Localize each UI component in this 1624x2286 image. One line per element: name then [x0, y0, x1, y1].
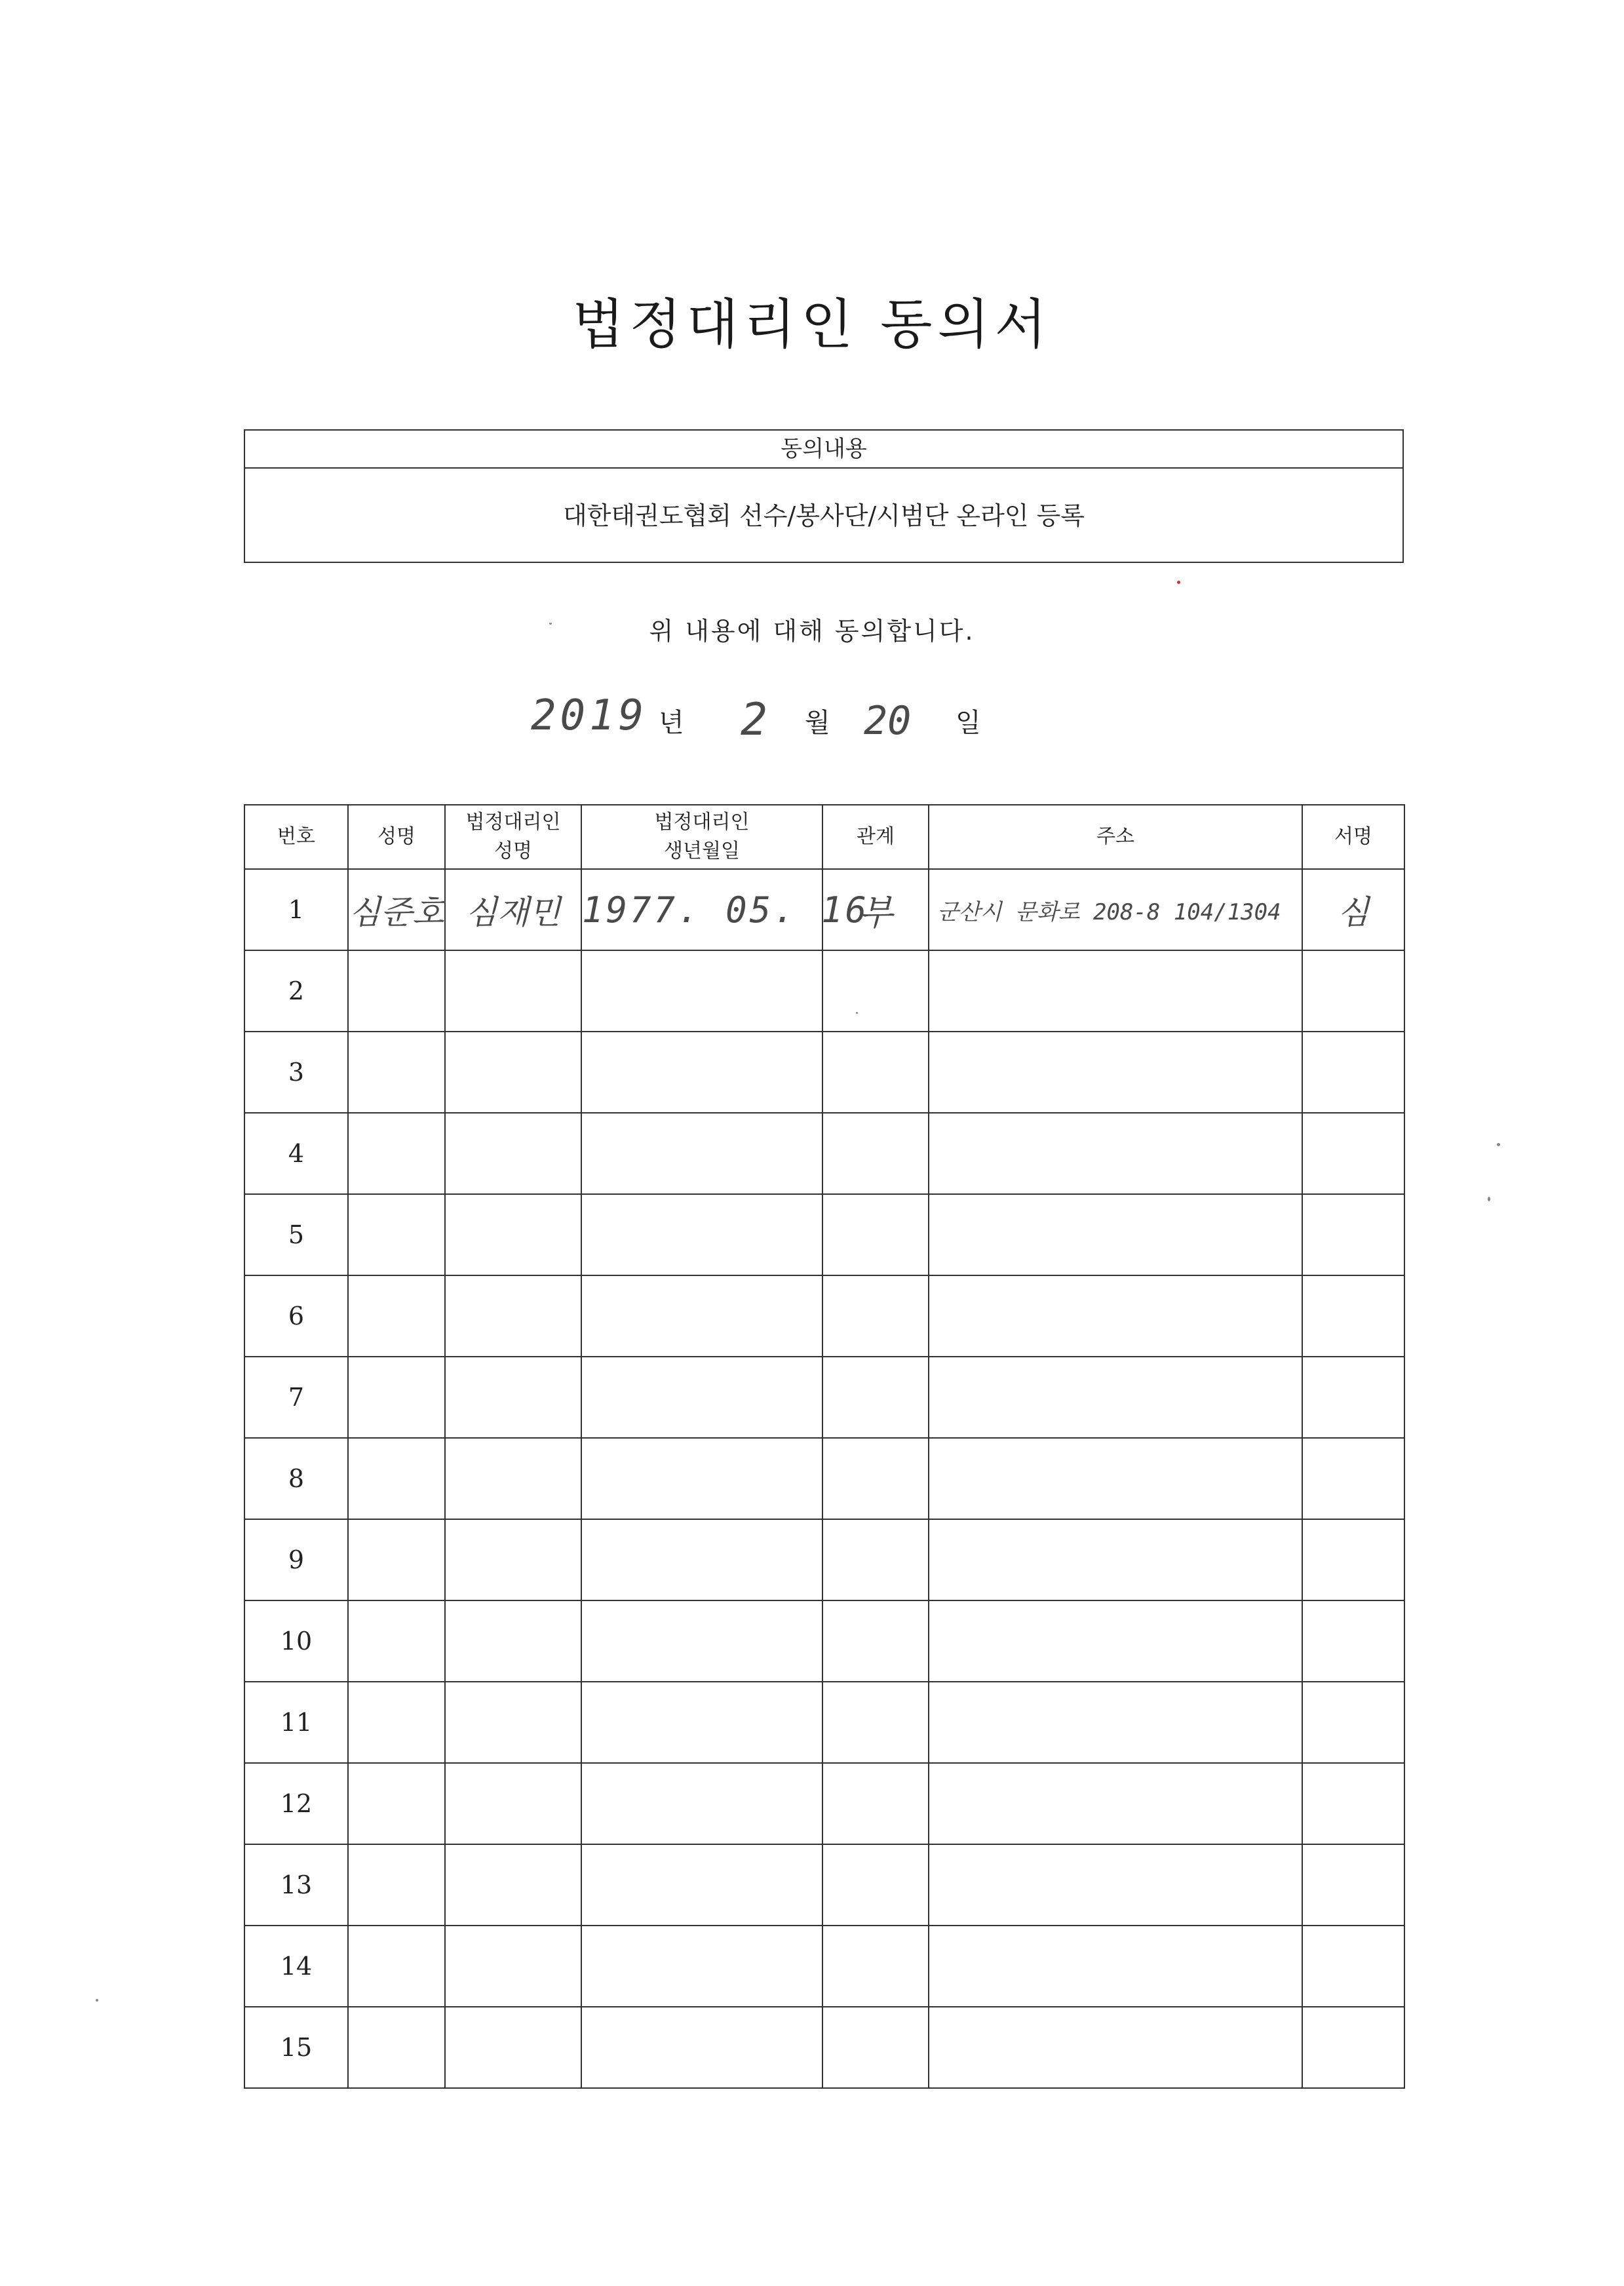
paper-speck [1497, 1143, 1500, 1146]
cell-address [929, 1275, 1302, 1357]
cell-name [348, 1519, 445, 1600]
cell-address [929, 1357, 1302, 1438]
cell-rep-birth [581, 1926, 822, 2007]
cell-number: 5 [244, 1194, 348, 1275]
cell-signature: 심 [1302, 869, 1404, 950]
table-row [244, 1926, 1404, 2007]
cell-rep-name [445, 1032, 581, 1113]
cell-number: 6 [244, 1275, 348, 1357]
cell-name [348, 1926, 445, 2007]
cell-rep-name [445, 950, 581, 1032]
cell-relation [822, 1763, 929, 1844]
date-day-label: 일 [956, 708, 981, 738]
consent-content: 대한태권도협회 선수/봉사단/시범단 온라인 등록 [562, 501, 1085, 530]
cell-number: 7 [244, 1357, 348, 1438]
cell-signature [1302, 1113, 1404, 1194]
cell-relation [822, 1357, 929, 1438]
header-signature: 서명 [1302, 805, 1404, 869]
agreement-statement: 위 내용에 대해 동의합니다. [649, 617, 975, 646]
header-rep-birth-line1: 법정대리인 [654, 811, 750, 834]
table-row [244, 2007, 1404, 2088]
cell-signature [1302, 1763, 1404, 1844]
cell-name [348, 1194, 445, 1275]
consent-header: 동의내용 [245, 431, 1402, 469]
cell-rep-name [445, 1438, 581, 1519]
cell-address [929, 2007, 1302, 2088]
cell-address [929, 1763, 1302, 1844]
table-row [244, 1113, 1404, 1194]
cell-rep-name [445, 1519, 581, 1600]
table-row [244, 869, 1404, 950]
cell-rep-birth [581, 1194, 822, 1275]
header-address: 주소 [929, 805, 1302, 869]
table-row [244, 1438, 1404, 1519]
date-year-label: 년 [659, 708, 684, 738]
table-row [244, 1357, 1404, 1438]
cell-rep-birth [581, 1519, 822, 1600]
header-number: 번호 [244, 805, 348, 869]
cell-name: 심준호 [348, 869, 445, 950]
table-header-row [244, 805, 1404, 869]
cell-address [929, 1438, 1302, 1519]
cell-number: 9 [244, 1519, 348, 1600]
cell-address [929, 1926, 1302, 2007]
cell-name [348, 1844, 445, 1926]
cell-name [348, 1438, 445, 1519]
consent-box [244, 429, 1404, 563]
document-title: 법정대리인 동의서 [572, 294, 1052, 356]
cell-signature [1302, 1357, 1404, 1438]
cell-address [929, 1682, 1302, 1763]
date-month-label: 월 [805, 708, 830, 738]
cell-number: 10 [244, 1600, 348, 1682]
cell-name [348, 2007, 445, 2088]
table-row [244, 1600, 1404, 1682]
cell-rep-birth [581, 1763, 822, 1844]
cell-name [348, 1682, 445, 1763]
cell-number: 2 [244, 950, 348, 1032]
cell-relation [822, 1032, 929, 1113]
cell-number: 12 [244, 1763, 348, 1844]
cell-signature [1302, 1844, 1404, 1926]
cell-address [929, 1844, 1302, 1926]
cell-address [929, 1519, 1302, 1600]
header-name: 성명 [348, 805, 445, 869]
cell-rep-birth [581, 1032, 822, 1113]
cell-rep-name [445, 1926, 581, 2007]
header-rep-name-line2: 성명 [494, 840, 532, 862]
cell-name [348, 1600, 445, 1682]
cell-signature [1302, 1438, 1404, 1519]
cell-signature [1302, 950, 1404, 1032]
cell-relation [822, 1275, 929, 1357]
cell-number: 11 [244, 1682, 348, 1763]
cell-rep-birth [581, 1600, 822, 1682]
cell-signature [1302, 1519, 1404, 1600]
date-year-handwritten: 2019 [531, 691, 648, 740]
header-relation: 관계 [822, 805, 929, 869]
cell-rep-name [445, 1844, 581, 1926]
cell-name [348, 1113, 445, 1194]
cell-number: 8 [244, 1438, 348, 1519]
cell-address [929, 1194, 1302, 1275]
cell-number: 14 [244, 1926, 348, 2007]
cell-address [929, 1600, 1302, 1682]
paper-speck [1488, 1197, 1490, 1201]
cell-relation [822, 1438, 929, 1519]
cell-signature [1302, 1600, 1404, 1682]
cell-number: 15 [244, 2007, 348, 2088]
table-row [244, 950, 1404, 1032]
cell-signature [1302, 2007, 1404, 2088]
cell-relation [822, 1844, 929, 1926]
cell-signature [1302, 1275, 1404, 1357]
cell-rep-name [445, 1275, 581, 1357]
cell-address [929, 1113, 1302, 1194]
date-month-handwritten: 2 [741, 694, 767, 746]
cell-relation [822, 2007, 929, 2088]
cell-signature [1302, 1926, 1404, 2007]
cell-rep-name [445, 1357, 581, 1438]
header-rep-birth-line2: 생년월일 [664, 840, 740, 862]
cell-address [929, 950, 1302, 1032]
cell-name [348, 1357, 445, 1438]
header-rep-name-line1: 법정대리인 [465, 811, 561, 834]
table-row [244, 1844, 1404, 1926]
paper-speck [96, 1999, 98, 2002]
table-row [244, 1194, 1404, 1275]
cell-rep-name: 심재민 [445, 869, 581, 950]
paper-speck [1177, 581, 1180, 584]
cell-relation [822, 1194, 929, 1275]
header-rep-birth [581, 805, 822, 869]
cell-signature [1302, 1032, 1404, 1113]
cell-number: 4 [244, 1113, 348, 1194]
cell-relation: 부 [822, 869, 929, 950]
cell-rep-name [445, 1113, 581, 1194]
cell-relation [822, 1926, 929, 2007]
cell-relation [822, 1600, 929, 1682]
cell-relation [822, 1113, 929, 1194]
cell-rep-birth [581, 1275, 822, 1357]
cell-number: 3 [244, 1032, 348, 1113]
cell-address [929, 1032, 1302, 1113]
cell-relation [822, 1519, 929, 1600]
cell-name [348, 1763, 445, 1844]
table-row [244, 1032, 1404, 1113]
header-rep-name [445, 805, 581, 869]
cell-relation [822, 950, 929, 1032]
cell-signature [1302, 1194, 1404, 1275]
cell-rep-name [445, 1600, 581, 1682]
table-row [244, 1682, 1404, 1763]
cell-rep-name [445, 1682, 581, 1763]
cell-rep-birth [581, 1682, 822, 1763]
cell-name [348, 950, 445, 1032]
representative-table [244, 804, 1405, 2089]
cell-relation [822, 1682, 929, 1763]
table-row [244, 1519, 1404, 1600]
cell-rep-name [445, 2007, 581, 2088]
cell-name [348, 1275, 445, 1357]
cell-rep-birth [581, 1113, 822, 1194]
date-day-handwritten: 20 [864, 698, 912, 744]
cell-rep-birth [581, 1844, 822, 1926]
cell-number: 13 [244, 1844, 348, 1926]
cell-rep-birth: 1977. 05. 16 [581, 869, 822, 950]
cell-rep-birth [581, 950, 822, 1032]
cell-rep-birth [581, 1438, 822, 1519]
table-row [244, 1275, 1404, 1357]
cell-name [348, 1032, 445, 1113]
cell-rep-birth [581, 2007, 822, 2088]
paper-speck [549, 623, 552, 625]
table-row [244, 1763, 1404, 1844]
cell-rep-birth [581, 1357, 822, 1438]
cell-rep-name [445, 1763, 581, 1844]
cell-number: 1 [244, 869, 348, 950]
cell-rep-name [445, 1194, 581, 1275]
paper-speck [856, 1012, 858, 1014]
cell-signature [1302, 1682, 1404, 1763]
cell-address: 군산시 문화로 208-8 104/1304 [929, 869, 1302, 950]
